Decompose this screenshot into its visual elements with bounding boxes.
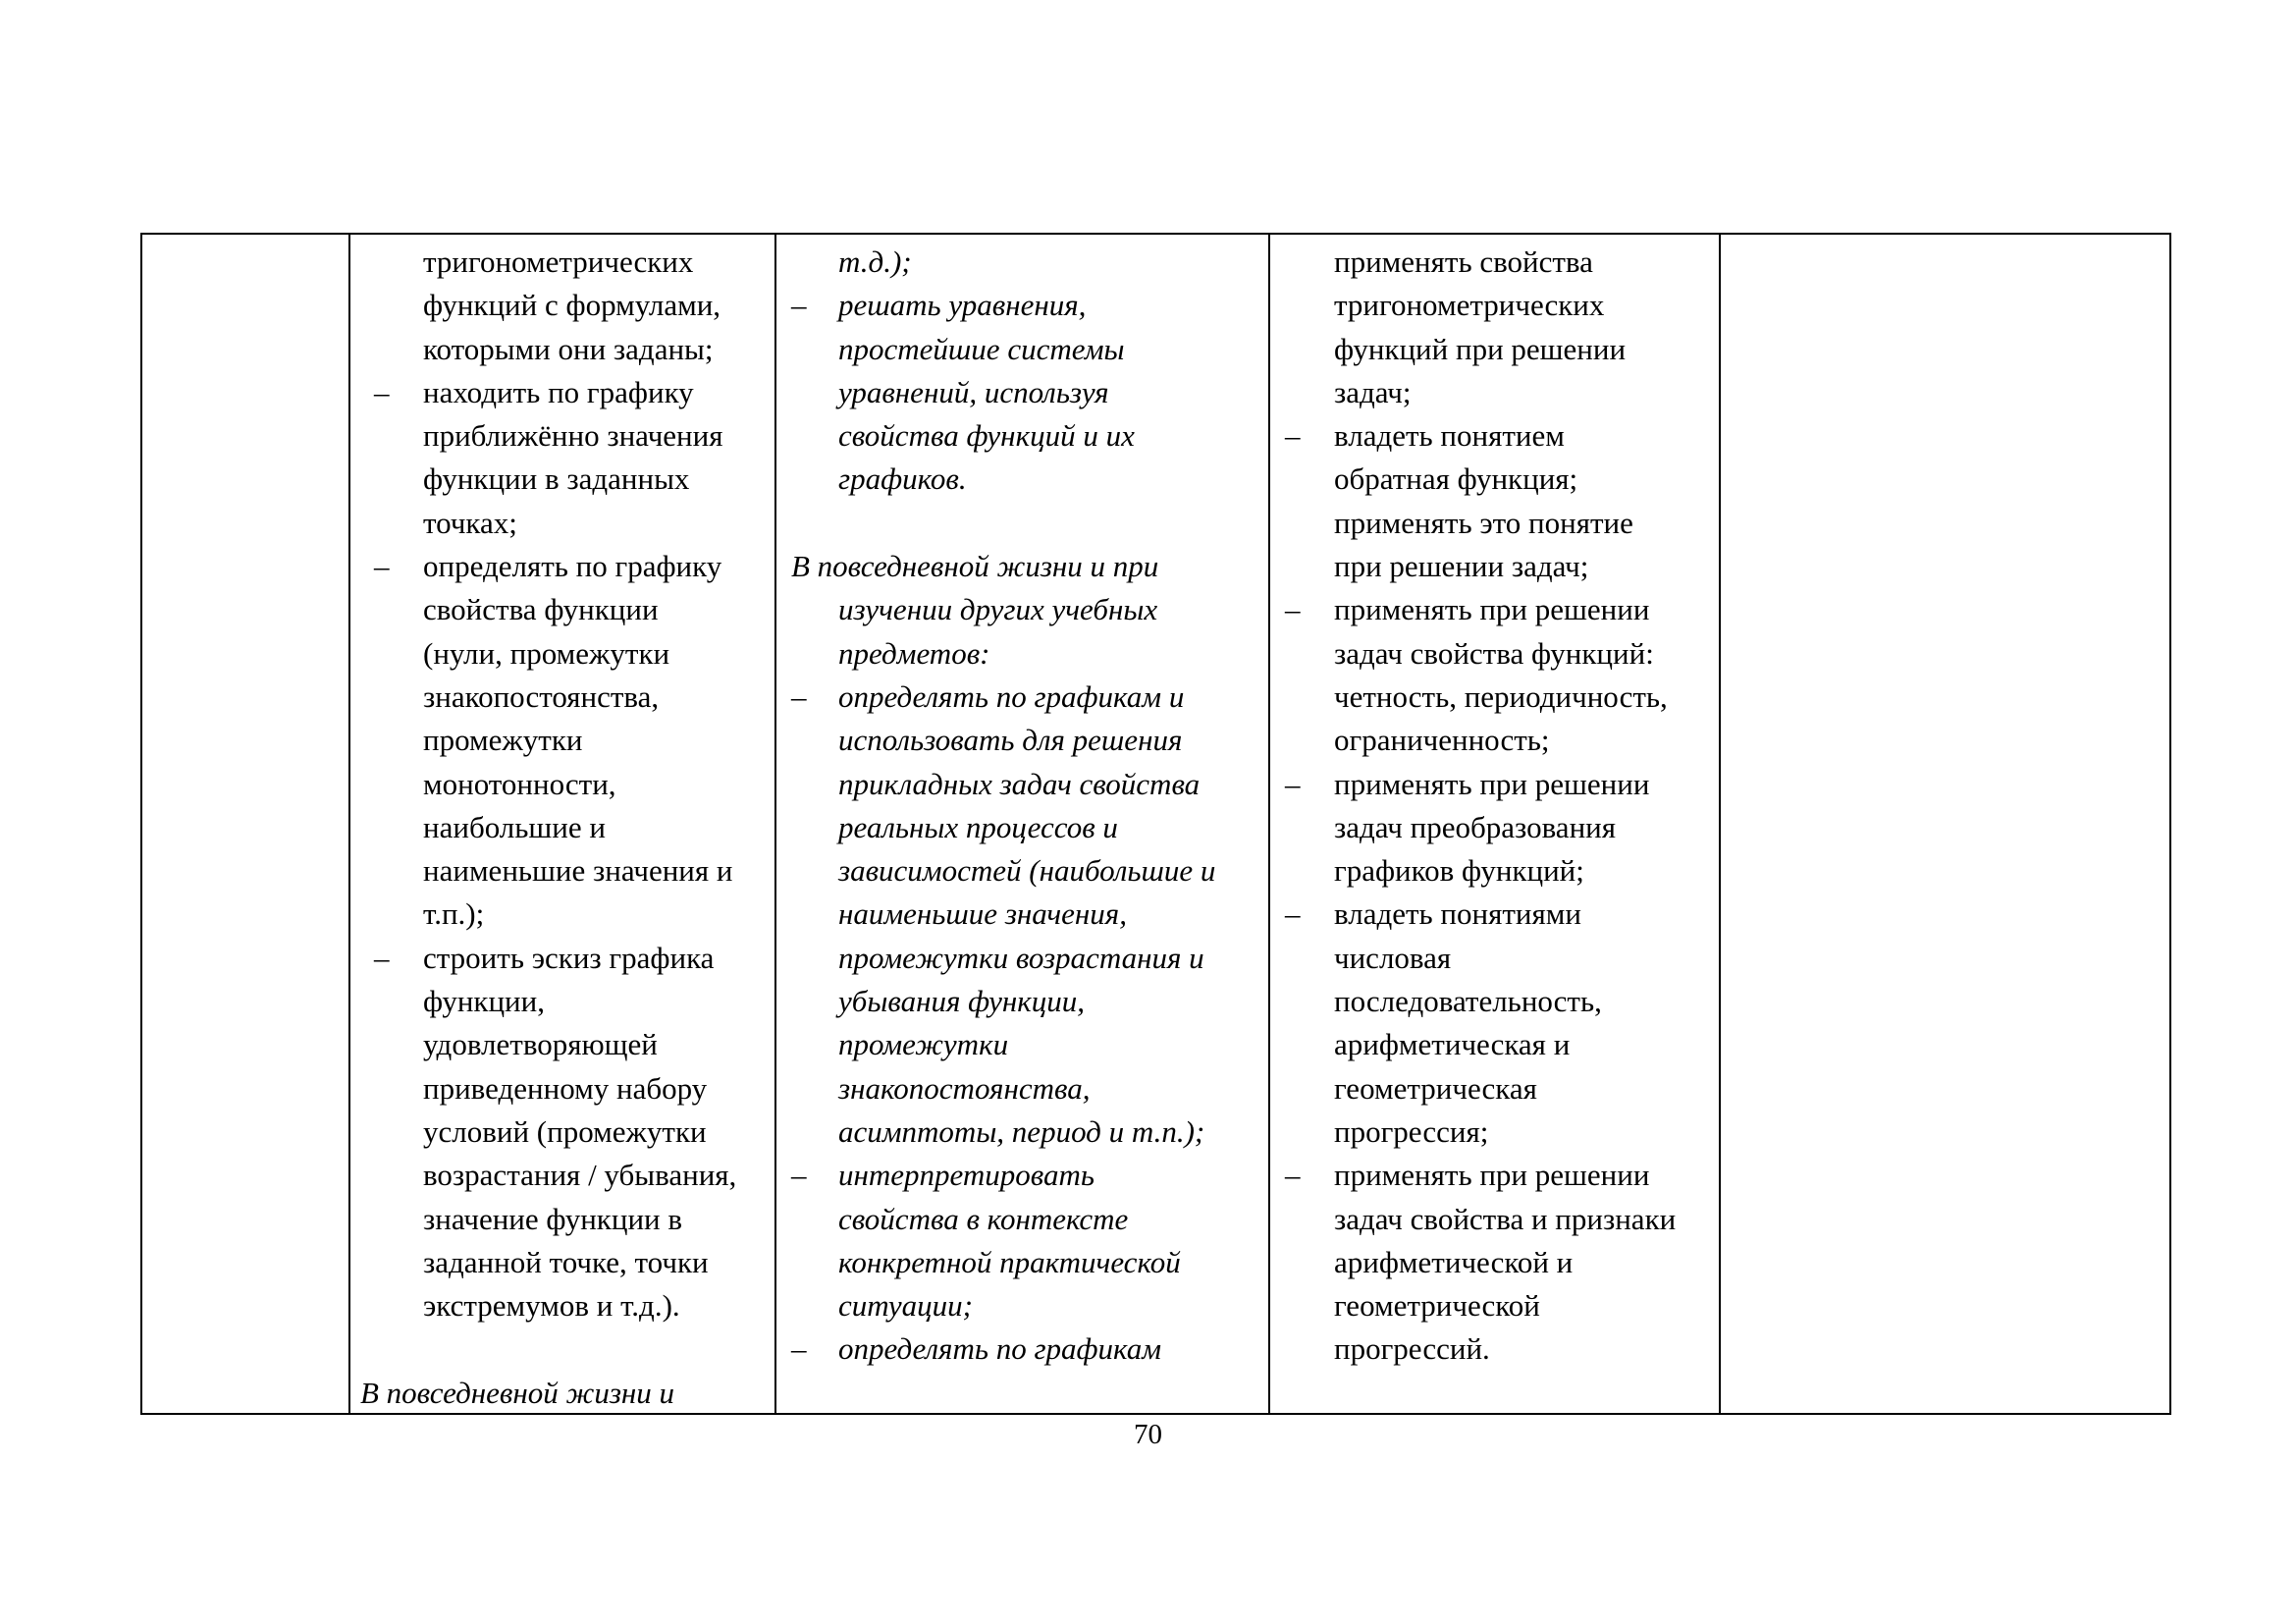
text-line [791,1241,1258,1284]
text-line [1285,937,1709,980]
line-text: функции в заданных [423,461,690,497]
line-text: обратная функция; [1334,461,1578,497]
line-text: при решении задач; [1334,549,1589,584]
line-text: уравнений, используя [838,374,1109,409]
line-text: промежутки [838,1027,1009,1062]
text-line [374,1110,765,1154]
text-line [1285,1110,1709,1154]
line-text: решать уравнения, [838,288,1087,323]
table-column-5 [1721,235,2169,1413]
text-line [374,1284,765,1327]
spacer [791,502,1258,545]
text-line [1285,1284,1709,1327]
line-text: задач свойства и признаки [1334,1201,1677,1236]
line-text: наибольшие и [423,809,606,844]
text-line [1285,588,1709,631]
line-text: тригонометрических [423,244,694,279]
line-text: числовая [1334,940,1452,975]
list-dash: – [374,940,390,975]
line-text: ситуации; [838,1288,973,1324]
line-text: свойства в контексте [838,1201,1129,1236]
text-line [374,937,765,980]
text-line [1285,328,1709,371]
text-line [791,1284,1258,1327]
text-line [791,806,1258,849]
line-text: определять по графику [423,549,722,584]
line-text: наименьшие значения, [838,896,1127,932]
column-2-content [350,235,774,1413]
line-text: прикладных задач свойства [838,766,1201,801]
text-line [791,1327,1258,1371]
line-text: прогрессия; [1334,1113,1489,1149]
column-3-content [776,235,1268,1372]
text-line [1285,632,1709,676]
text-line [374,1154,765,1197]
text-line [1285,502,1709,545]
text-line [374,719,765,762]
text-line [791,1067,1258,1110]
line-text: свойства функции [423,592,659,627]
line-text: зависимостей (наибольшие и [838,853,1216,889]
line-text: свойства функций и их [838,418,1135,454]
line-text: знакопостоянства, [423,678,660,714]
line-text: ограниченность; [1334,723,1550,758]
text-line [791,284,1258,327]
line-text: арифметической и [1334,1244,1574,1279]
text-line [791,980,1258,1023]
text-line [1285,806,1709,849]
text-line [791,1154,1258,1197]
text-line [791,1023,1258,1066]
line-text: монотонности, [423,766,616,801]
line-text: заданной точке, точки [423,1244,709,1279]
column-4-content [1270,235,1719,1372]
line-text: значение функции в [423,1201,683,1236]
line-text: точках; [423,505,517,540]
line-text: асимптоты, период и т.п.); [838,1113,1205,1149]
text-line [1285,1327,1709,1371]
text-line [791,676,1258,719]
line-text: знакопостоянства, [838,1070,1091,1106]
text-line [791,458,1258,501]
text-line [374,241,765,284]
list-dash: – [1285,766,1301,801]
line-text: применять при решении [1334,592,1650,627]
text-line [374,458,765,501]
requirements-table [140,233,2171,1415]
line-text: промежутки возрастания и [838,940,1204,975]
text-line [791,588,1258,631]
line-text: экстремумов и т.д.). [423,1288,680,1324]
text-line [374,1198,765,1241]
text-line [1285,1241,1709,1284]
line-text: графиков функций; [1334,853,1584,889]
text-line [1285,1067,1709,1110]
list-dash: – [791,1158,807,1193]
text-line [1285,763,1709,806]
text-line [374,284,765,327]
text-line [1285,676,1709,719]
section-heading: В повседневной жизни и при [791,549,1159,584]
line-text: конкретной практической [838,1244,1181,1279]
text-line [374,806,765,849]
list-dash: – [1285,896,1301,932]
text-line [374,980,765,1023]
text-line [374,545,765,588]
line-text: приведенному набору [423,1070,708,1106]
text-line [374,763,765,806]
text-line [374,1067,765,1110]
line-text: геометрическая [1334,1070,1537,1106]
line-text: изучении других учебных [838,592,1158,627]
line-text: задач преобразования [1334,809,1617,844]
text-line [374,371,765,414]
line-text: прогрессий. [1334,1331,1490,1367]
text-line [1285,719,1709,762]
text-line [374,893,765,936]
line-text: простейшие системы [838,331,1125,366]
line-text: функций с формулами, [423,288,721,323]
line-text: условий (промежутки [423,1113,707,1149]
table-column-2 [350,235,776,1413]
text-line [1285,980,1709,1023]
line-text: удовлетворяющей [423,1027,658,1062]
text-line [374,328,765,371]
list-dash: – [791,288,807,323]
line-text: использовать для решения [838,723,1183,758]
table-column-3 [776,235,1270,1413]
list-dash: – [374,374,390,409]
line-text: последовательность, [1334,984,1602,1019]
line-text: применять свойства [1334,244,1593,279]
line-text: строить эскиз графика [423,940,715,975]
line-text: геометрической [1334,1288,1540,1324]
section-heading: В повседневной жизни и [360,1375,675,1410]
line-text: т.п.); [423,896,485,932]
line-text: задач; [1334,374,1412,409]
line-text: убывания функции, [838,984,1085,1019]
line-text: арифметическая и [1334,1027,1571,1062]
line-text: функции, [423,984,545,1019]
line-text: функций при решении [1334,331,1627,366]
text-line [791,328,1258,371]
list-dash: – [1285,1158,1301,1193]
page-number: 70 [1134,1419,1162,1450]
line-text: тригонометрических [1334,288,1605,323]
text-line [1285,371,1709,414]
line-text: приближённо значения [423,418,723,454]
text-line [1285,414,1709,458]
text-line [374,1023,765,1066]
text-line [791,893,1258,936]
text-line [791,371,1258,414]
line-text: владеть понятиями [1334,896,1581,932]
list-dash: – [791,1331,807,1367]
text-line [1285,545,1709,588]
text-line [791,632,1258,676]
line-text: т.д.); [838,244,912,279]
list-dash: – [374,549,390,584]
text-line [1285,849,1709,893]
text-line [791,937,1258,980]
text-line [791,241,1258,284]
line-text: находить по графику [423,374,694,409]
table-column-1 [142,235,350,1413]
text-line [374,676,765,719]
text-line [1285,1023,1709,1066]
line-text: задач свойства функций: [1334,635,1654,671]
line-text: возрастания / убывания, [423,1158,737,1193]
text-line [791,849,1258,893]
text-line [1285,1154,1709,1197]
text-line [791,1110,1258,1154]
text-line [1285,1198,1709,1241]
line-text: определять по графикам и [838,678,1185,714]
line-text: интерпретировать [838,1158,1095,1193]
line-text: графиков. [838,461,967,497]
text-line [791,763,1258,806]
line-text: наименьшие значения и [423,853,733,889]
table-column-4 [1270,235,1721,1413]
text-line [1285,458,1709,501]
line-text: определять по графикам [838,1331,1162,1367]
line-text: применять это понятие [1334,505,1633,540]
text-line [374,849,765,893]
text-line [374,588,765,631]
text-line [1285,284,1709,327]
list-dash: – [1285,592,1301,627]
text-line [374,502,765,545]
text-line [374,414,765,458]
line-text: которыми они заданы; [423,331,714,366]
text-line [1285,893,1709,936]
line-text: предметов: [838,635,990,671]
spacer [374,1327,765,1371]
line-text: владеть понятием [1334,418,1565,454]
text-line [374,1241,765,1284]
line-text: применять при решении [1334,766,1650,801]
text-line [791,719,1258,762]
text-line [791,1198,1258,1241]
line-text: промежутки [423,723,583,758]
line-text: четность, периодичность, [1334,678,1668,714]
text-line [374,632,765,676]
list-dash: – [791,678,807,714]
text-line [791,414,1258,458]
list-dash: – [1285,418,1301,454]
line-text: применять при решении [1334,1158,1650,1193]
line-text: (нули, промежутки [423,635,670,671]
line-text: реальных процессов и [838,809,1118,844]
text-line [1285,241,1709,284]
